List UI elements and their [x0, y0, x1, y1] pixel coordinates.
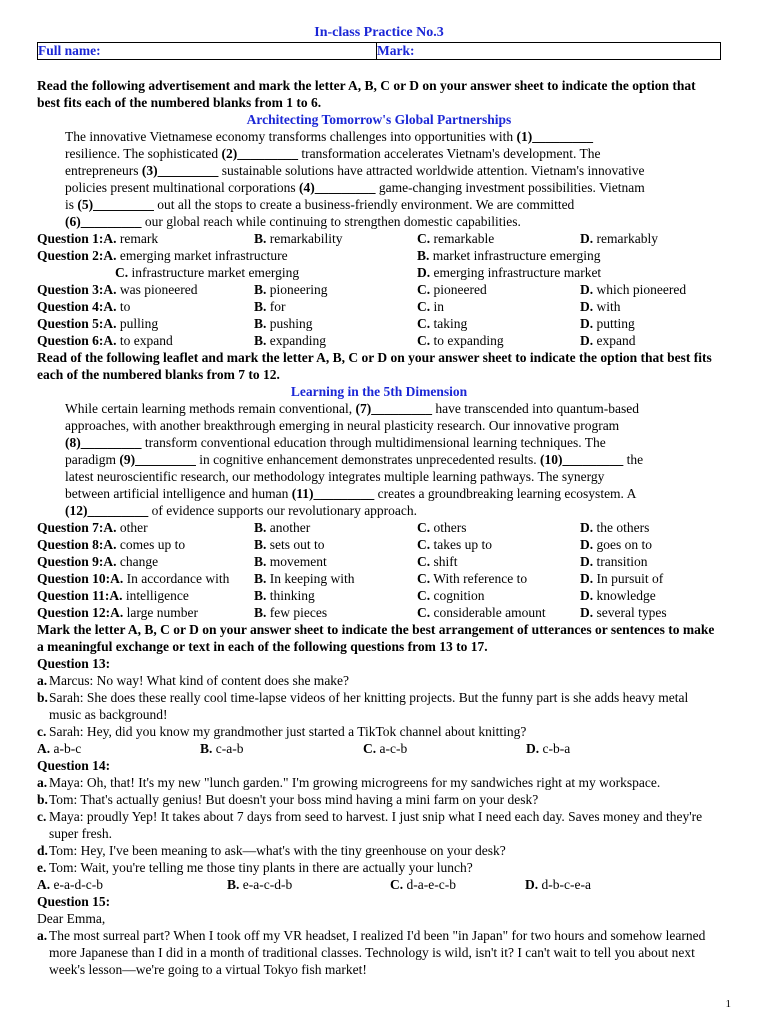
option-letter: C.	[417, 299, 431, 314]
option	[417, 519, 580, 536]
passage-text: our global reach while continuing to strengthen domestic capabilities.	[141, 214, 521, 229]
option	[37, 247, 417, 264]
blank: (7)_________	[355, 401, 433, 416]
question-row	[37, 281, 721, 298]
passage-text: out all the stops to create a business-friendly environment. We are committed	[153, 197, 575, 212]
option-text: transition	[593, 554, 648, 569]
option	[200, 740, 363, 757]
option-text: goes on to	[593, 537, 652, 552]
question-label: Question 1:	[37, 231, 104, 246]
option	[417, 570, 580, 587]
option-text: d-a-e-c-b	[403, 877, 456, 892]
section2-passage	[37, 400, 721, 519]
option-text: remarkability	[266, 231, 343, 246]
option-text: another	[266, 520, 311, 535]
passage-text: policies present multinational corporations	[65, 180, 299, 195]
blank: (2)_________	[221, 146, 298, 161]
option	[37, 281, 254, 298]
option-letter: C.	[363, 741, 377, 756]
option-text: remark	[116, 231, 159, 246]
option-text: c-a-b	[212, 741, 244, 756]
passage-line	[65, 179, 721, 196]
option	[580, 553, 648, 570]
option-letter: B.	[254, 299, 267, 314]
option-letter: D.	[580, 316, 594, 331]
option-text: pioneered	[430, 282, 487, 297]
passage-text: approaches, with another breakthrough emerging in neural plasticity research. Our innovative program	[65, 418, 620, 433]
option-text: emerging infrastructure market	[430, 265, 602, 280]
item-letter: a.	[37, 928, 48, 943]
item-text: Tom: Hey, I've been meaning to ask—what's with the tiny greenhouse on your desk?	[49, 843, 506, 858]
item-text: Maya: proudly Yep! It takes about 7 days from seed to harvest. I just snip what I need each day. Saves money and they're super fresh.	[49, 809, 703, 841]
option-letter: C.	[115, 265, 129, 280]
section1-questions	[37, 230, 721, 349]
passage-text: paradigm	[65, 452, 120, 467]
option-letter: C.	[417, 605, 431, 620]
option-letter: A.	[103, 333, 117, 348]
full-name-field[interactable]: Full name:	[38, 43, 377, 59]
utterance-item	[37, 774, 721, 791]
mark-field[interactable]: Mark:	[377, 43, 415, 58]
option	[37, 536, 254, 553]
item-letter: c.	[37, 724, 47, 739]
option	[254, 553, 417, 570]
option-letter: C.	[417, 333, 431, 348]
option-text: several types	[593, 605, 667, 620]
letter-greeting: Dear Emma,	[37, 911, 106, 926]
utterance-item	[37, 927, 721, 978]
option	[417, 587, 580, 604]
question-label: Question 7:	[37, 520, 104, 535]
question-label: Question 8:	[37, 537, 104, 552]
option-letter: B.	[254, 554, 267, 569]
option-letter: A.	[110, 571, 124, 586]
blank: (4)_________	[298, 180, 376, 195]
option-letter: A.	[103, 248, 117, 263]
name-mark-table	[37, 42, 721, 60]
question-label: Question 6:	[37, 333, 104, 348]
option-letter: D.	[580, 571, 594, 586]
answer-row	[37, 740, 721, 757]
option	[37, 519, 254, 536]
option-text: large number	[123, 605, 198, 620]
option-letter: D.	[580, 520, 594, 535]
option	[254, 587, 417, 604]
option-text: in	[430, 299, 445, 314]
option-text: knowledge	[593, 588, 656, 603]
passage-text: latest neuroscientific research, our methodology integrates multiple learning pathways. The synergy	[65, 469, 605, 484]
option-text: which pioneered	[593, 282, 687, 297]
option	[580, 604, 667, 621]
worksheet-page	[37, 24, 721, 978]
option-text: considerable amount	[430, 605, 546, 620]
passage-line	[65, 145, 721, 162]
blank: (12)_________	[65, 503, 149, 518]
option-letter: D.	[580, 231, 594, 246]
option	[37, 332, 254, 349]
section1-title: Architecting Tomorrow's Global Partnerships	[246, 112, 512, 127]
option-letter: B.	[254, 282, 267, 297]
option	[254, 315, 417, 332]
option-letter: C.	[417, 571, 431, 586]
passage-text: While certain learning methods remain conventional,	[65, 401, 356, 416]
option	[390, 876, 525, 893]
answer-row	[37, 876, 721, 893]
option-letter: C.	[417, 537, 431, 552]
item-text: Maya: Oh, that! It's my new "lunch garden." I'm growing microgreens for my sandwiches right at my workspace.	[49, 775, 661, 790]
item-text: Sarah: She does these really cool time-lapse videos of her knitting projects. But the funny part is she adds heavy metal music as background!	[49, 690, 689, 722]
question-row	[37, 230, 721, 247]
passage-text: transform conventional education through multidimensional learning techniques. The	[141, 435, 606, 450]
option	[227, 876, 390, 893]
passage-line	[65, 400, 721, 417]
option-letter: A.	[103, 316, 117, 331]
question-row	[37, 332, 721, 349]
passage-line	[65, 468, 721, 485]
option-text: cognition	[430, 588, 485, 603]
question-row	[37, 587, 721, 604]
option-letter: A.	[37, 877, 51, 892]
question-label: Question 5:	[37, 316, 104, 331]
item-letter: b.	[37, 690, 48, 705]
section3-questions	[37, 655, 721, 978]
option-text: comes up to	[116, 537, 186, 552]
option-text: to expanding	[430, 333, 504, 348]
item-letter: d.	[37, 843, 48, 858]
question-row	[37, 264, 721, 281]
option-letter: D.	[580, 333, 594, 348]
option-text: with	[593, 299, 621, 314]
utterance-item	[37, 808, 721, 842]
option	[417, 281, 580, 298]
option-text: others	[430, 520, 467, 535]
option-letter: D.	[526, 741, 540, 756]
option-letter: D.	[580, 299, 594, 314]
passage-line	[65, 162, 721, 179]
option	[417, 298, 580, 315]
option	[254, 281, 417, 298]
option-letter: C.	[417, 231, 431, 246]
blank: (3)_________	[141, 163, 219, 178]
section2-instruction: Read of the following leaflet and mark the letter A, B, C or D on your answer sheet to indicate the option that best fits each of the numbered blanks from 7 to 12.	[37, 350, 712, 382]
option	[37, 570, 254, 587]
question-row	[37, 570, 721, 587]
passage-line	[65, 485, 721, 502]
option-text: e-a-d-c-b	[50, 877, 103, 892]
question-label: Question 3:	[37, 282, 104, 297]
option-letter: A.	[103, 537, 117, 552]
option-letter: A.	[103, 282, 117, 297]
option	[363, 740, 526, 757]
option-text: c-b-a	[539, 741, 571, 756]
option	[580, 315, 635, 332]
blank: (8)_________	[65, 435, 142, 450]
question-label: Question 15:	[37, 894, 111, 909]
option-letter: B.	[254, 605, 267, 620]
passage-text: the	[623, 452, 644, 467]
section1-passage	[37, 128, 721, 230]
option	[417, 604, 580, 621]
option-text: sets out to	[266, 537, 325, 552]
option	[37, 298, 254, 315]
option-letter: B.	[254, 537, 267, 552]
option-text: was pioneered	[116, 282, 198, 297]
option-letter: D.	[580, 588, 594, 603]
utterance-item	[37, 723, 721, 740]
option-letter: C.	[417, 282, 431, 297]
blank: (10)_________	[540, 452, 624, 467]
passage-text: between artificial intelligence and human	[65, 486, 292, 501]
option-letter: A.	[103, 520, 117, 535]
option-text: expand	[593, 333, 636, 348]
item-text: Tom: Wait, you're telling me those tiny plants in there are actually your lunch?	[49, 860, 473, 875]
option-letter: D.	[580, 282, 594, 297]
option-letter: D.	[580, 605, 594, 620]
question-row	[37, 298, 721, 315]
option-letter: B.	[254, 588, 267, 603]
question-label: Question 14:	[37, 758, 111, 773]
question-row	[37, 553, 721, 570]
option	[580, 536, 652, 553]
option	[580, 519, 649, 536]
option	[580, 298, 621, 315]
option	[254, 604, 417, 621]
item-text: The most surreal part? When I took off my VR headset, I realized I'd been "in Japan" for two hours and somehow learned more Japanese than I did in a month of traditional classes. Technology is wild, isn't it? I can't wait to tell you about next week's lesson—we're going to a virtual Tokyo fish market!	[49, 928, 706, 977]
passage-text: have transcended into quantum-based	[432, 401, 639, 416]
utterance-item	[37, 842, 721, 859]
option	[37, 587, 254, 604]
option-letter: A.	[103, 554, 117, 569]
option	[417, 332, 580, 349]
option-text: pushing	[266, 316, 313, 331]
blank: (5)_________	[77, 197, 154, 212]
option	[525, 876, 715, 893]
item-text: Marcus: No way! What kind of content does she make?	[49, 673, 350, 688]
blank: (11)_________	[291, 486, 375, 501]
item-letter: a.	[37, 673, 48, 688]
option	[37, 740, 200, 757]
option-text: putting	[593, 316, 635, 331]
option-text: shift	[430, 554, 458, 569]
option-letter: A.	[110, 605, 124, 620]
option-text: In pursuit of	[593, 571, 664, 586]
passage-text: is	[65, 197, 78, 212]
option-text: market infrastructure emerging	[429, 248, 601, 263]
option-text: taking	[430, 316, 468, 331]
question-row	[37, 536, 721, 553]
option	[37, 264, 417, 281]
question-row	[37, 247, 721, 264]
option-text: e-a-c-d-b	[239, 877, 293, 892]
question-label: Question 12:	[37, 605, 111, 620]
option-text: a-b-c	[50, 741, 82, 756]
item-text: Sarah: Hey, did you know my grandmother just started a TikTok channel about knitting?	[49, 724, 527, 739]
option-letter: C.	[417, 520, 431, 535]
utterance-item	[37, 791, 721, 808]
page-title: In-class Practice No.3	[314, 25, 444, 40]
option-text: With reference to	[430, 571, 528, 586]
passage-text: entrepreneurs	[65, 163, 142, 178]
option-text: the others	[593, 520, 650, 535]
passage-text: The innovative Vietnamese economy transforms challenges into opportunities with	[65, 129, 517, 144]
passage-line	[65, 128, 721, 145]
option	[417, 315, 580, 332]
section1-instruction: Read the following advertisement and mark the letter A, B, C or D on your answer sheet to indicate the option that best fits each of the numbered blanks from 1 to 6.	[37, 78, 696, 110]
item-letter: b.	[37, 792, 48, 807]
question-label: Question 4:	[37, 299, 104, 314]
option-letter: D.	[580, 537, 594, 552]
option-letter: B.	[254, 333, 267, 348]
option	[417, 264, 601, 281]
option	[254, 298, 417, 315]
question-label: Question 2:	[37, 248, 104, 263]
passage-text: game-changing investment possibilities. Vietnam	[375, 180, 645, 195]
passage-line	[65, 451, 721, 468]
section2-title: Learning in the 5th Dimension	[290, 384, 468, 399]
option-text: emerging market infrastructure	[116, 248, 288, 263]
option-text: to expand	[116, 333, 173, 348]
question-label: Question 11:	[37, 588, 110, 603]
question-label: Question 9:	[37, 554, 104, 569]
option	[580, 570, 663, 587]
option-letter: A.	[109, 588, 123, 603]
passage-text: of evidence supports our revolutionary approach.	[148, 503, 418, 518]
option-letter: B.	[254, 231, 267, 246]
question-label: Question 13:	[37, 656, 111, 671]
option-letter: A.	[103, 231, 117, 246]
option	[417, 553, 580, 570]
section3-instruction: Mark the letter A, B, C or D on your answer sheet to indicate the best arrangement of utterances or sentences to make a meaningful exchange or text in each of the following questions from 13 to 17.	[37, 622, 715, 654]
item-letter: c.	[37, 809, 47, 824]
option-text: a-c-b	[376, 741, 408, 756]
option-letter: C.	[417, 554, 431, 569]
item-text: Tom: That's actually genius! But doesn't your boss mind having a mini farm on your desk?	[49, 792, 539, 807]
option	[417, 247, 600, 264]
option-text: takes up to	[430, 537, 492, 552]
option-text: expanding	[266, 333, 327, 348]
passage-line	[65, 417, 721, 434]
question-row	[37, 519, 721, 536]
option-letter: B.	[254, 571, 267, 586]
item-letter: e.	[37, 860, 47, 875]
option	[37, 876, 227, 893]
option-letter: B.	[417, 248, 430, 263]
option	[417, 230, 580, 247]
option-text: other	[116, 520, 148, 535]
option-text: remarkable	[430, 231, 495, 246]
option-letter: B.	[227, 877, 240, 892]
option-text: few pieces	[266, 605, 328, 620]
option-text: to	[116, 299, 131, 314]
option-text: pioneering	[266, 282, 328, 297]
option-text: In keeping with	[266, 571, 355, 586]
option	[37, 604, 254, 621]
option-text: intelligence	[122, 588, 189, 603]
option	[254, 536, 417, 553]
option	[580, 587, 656, 604]
blank: (6)_________	[65, 214, 142, 229]
option-letter: C.	[417, 316, 431, 331]
option	[580, 332, 635, 349]
passage-text: transformation accelerates Vietnam's development. The	[297, 146, 601, 161]
option	[254, 519, 417, 536]
option	[580, 281, 686, 298]
option-letter: A.	[103, 299, 117, 314]
passage-line	[65, 434, 721, 451]
option-letter: C.	[390, 877, 404, 892]
passage-text: in cognitive enhancement demonstrates unprecedented results.	[195, 452, 540, 467]
option-letter: D.	[525, 877, 539, 892]
passage-text: creates a groundbreaking learning ecosystem. A	[374, 486, 637, 501]
question-row	[37, 604, 721, 621]
option	[37, 553, 254, 570]
option-letter: B.	[254, 316, 267, 331]
option-letter: D.	[580, 554, 594, 569]
blank: (1)_________	[516, 129, 593, 144]
utterance-item	[37, 859, 721, 876]
option-text: infrastructure market emerging	[128, 265, 300, 280]
option-text: thinking	[266, 588, 315, 603]
option-text: movement	[266, 554, 327, 569]
question-row	[37, 315, 721, 332]
utterance-item	[37, 689, 721, 723]
option-letter: D.	[417, 265, 431, 280]
option-text: remarkably	[593, 231, 658, 246]
option-text: In accordance with	[123, 571, 230, 586]
page-number: 1	[725, 998, 731, 1010]
option-letter: C.	[417, 588, 431, 603]
passage-text: resilience. The sophisticated	[65, 146, 222, 161]
passage-line	[65, 502, 721, 519]
option-text: change	[116, 554, 159, 569]
option-text: d-b-c-e-a	[538, 877, 591, 892]
utterance-item	[37, 672, 721, 689]
option-letter: B.	[200, 741, 213, 756]
blank: (9)_________	[119, 452, 196, 467]
option-letter: B.	[254, 520, 267, 535]
option-text: for	[266, 299, 286, 314]
option	[580, 230, 658, 247]
passage-line	[65, 213, 721, 230]
option	[526, 740, 689, 757]
passage-text: sustainable solutions have attracted worldwide attention. Vietnam's innovative	[218, 163, 645, 178]
question-label: Question 10:	[37, 571, 111, 586]
section2-questions	[37, 519, 721, 621]
passage-line	[65, 196, 721, 213]
item-letter: a.	[37, 775, 48, 790]
option	[37, 315, 254, 332]
option	[37, 230, 254, 247]
option-letter: A.	[37, 741, 51, 756]
option	[254, 230, 417, 247]
option	[254, 570, 417, 587]
option	[254, 332, 417, 349]
option	[417, 536, 580, 553]
option-text: pulling	[116, 316, 159, 331]
